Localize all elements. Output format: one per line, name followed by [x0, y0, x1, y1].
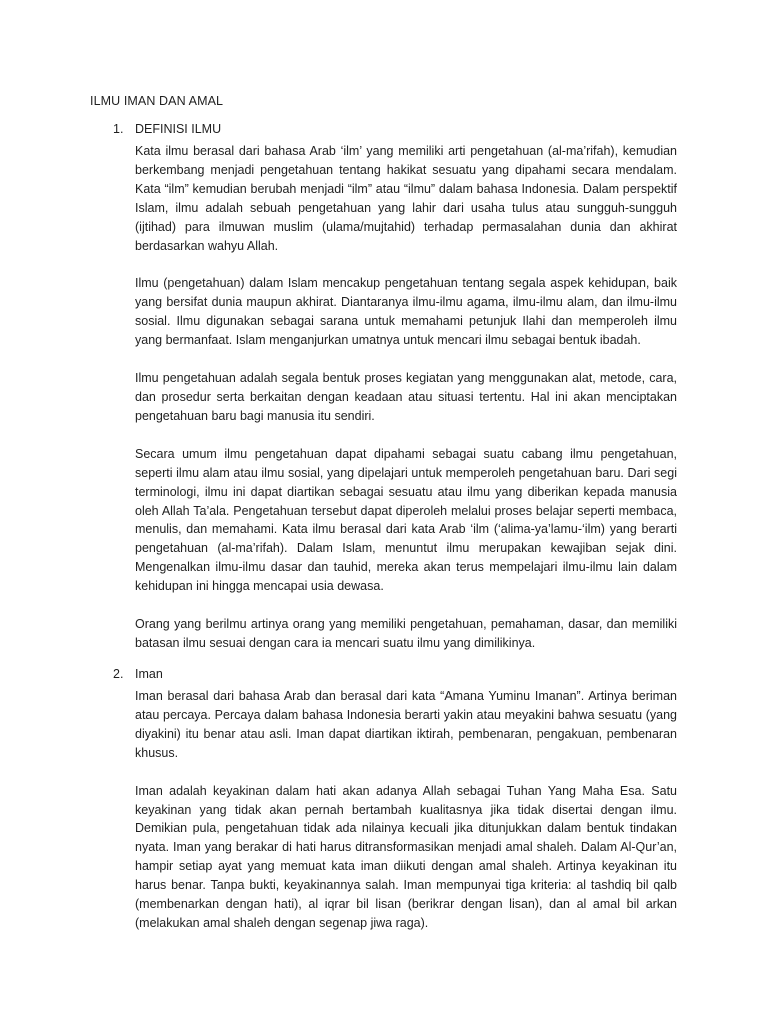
- section-number: 1.: [113, 122, 124, 136]
- section-heading: Iman: [135, 667, 163, 681]
- paragraph: Ilmu (pengetahuan) dalam Islam mencakup pengetahuan tentang segala aspek kehidupan, baik yang bersifat dunia maupun akhirat. Diantaranya ilmu-ilmu agama, ilmu-ilmu alam, dan ilmu-ilmu sosial. Ilmu digunakan sebagai sarana untuk memahami petunjuk Ilahi dan memperoleh ilmu yang bermanfaat. Islam menganjurkan umatnya untuk mencari ilmu sebagai bentuk ibadah.: [135, 276, 677, 348]
- paragraph: Kata ilmu berasal dari bahasa Arab ‘ilm’ yang memiliki arti pengetahuan (al-ma’rifah), kemudian berkembang menjadi pengetahuan tentang hakikat sesuatu yang dipahami secara mendalam. Kata “ilm” kemudian berubah menjadi “ilm” atau “ilmu” dalam bahasa Indonesia. Dalam perspektif Islam, ilmu adalah sebuah pengetahuan yang lahir dari usaha tulus atau sungguh-sungguh (ijtihad) para ilmuwan muslim (ulama/mujtahid) terhadap permasalahan dunia dan akhirat berdasarkan wahyu Allah.: [135, 144, 677, 253]
- section-definisi-ilmu: [90, 122, 680, 653]
- paragraph: Ilmu pengetahuan adalah segala bentuk proses kegiatan yang menggunakan alat, metode, cara, dan prosedur serta berkaitan dengan keadaan atau situasi tertentu. Hal ini akan menciptakan pengetahuan baru bagi manusia itu sendiri.: [135, 371, 677, 423]
- paragraph: Secara umum ilmu pengetahuan dapat dipahami sebagai suatu cabang ilmu pengetahuan, seperti ilmu alam atau ilmu sosial, yang dipelajari untuk memperoleh pengetahuan baru. Dari segi terminologi, ilmu ini dapat diartikan sebagai sesuatu atau ilmu yang diberikan kepada manusia oleh Allah Ta’ala. Pengetahuan tersebut dapat diperoleh melalui proses belajar seperti membaca, menulis, dan memahami. Kata ilmu berasal dari kata Arab ‘ilm (‘alima-ya’lamu-‘ilm) yang berarti pengetahuan (al-ma’rifah). Dalam Islam, menuntut ilmu merupakan kewajiban sejak dini. Mengenalkan ilmu-ilmu dasar dan tauhid, mereka akan terus mempelajari ilmu-ilmu lain dalam kehidupan ini hingga mencapai usia dewasa.: [135, 446, 677, 594]
- section-number: 2.: [113, 667, 124, 681]
- section-header: [90, 667, 680, 687]
- section-heading: DEFINISI ILMU: [135, 122, 222, 136]
- paragraph: Orang yang berilmu artinya orang yang memiliki pengetahuan, pemahaman, dasar, dan memiliki batasan ilmu sesuai dengan cara ia mencari suatu ilmu yang dimilikinya.: [135, 617, 677, 650]
- section-iman: [90, 667, 680, 933]
- section-header: [90, 122, 680, 142]
- paragraph: Iman adalah keyakinan dalam hati akan adanya Allah sebagai Tuhan Yang Maha Esa. Satu keyakinan yang tidak akan pernah bertambah kualitasnya jika tidak disertai dengan ilmu. Demikian pula, pengetahuan tidak ada nilainya kecuali jika ditunjukkan dalam bentuk tindakan nyata. Iman yang berakar di hati harus ditransformasikan menjadi amal shaleh. Dalam Al-Qur’an, hampir setiap ayat yang memuat kata iman diikuti dengan amal shaleh. Artinya keyakinan itu harus benar. Tanpa bukti, keyakinannya salah. Iman mempunyai tiga kriteria: al tashdiq bil qalb (membenarkan dengan hati), al iqrar bil lisan (berikrar dengan lisan), dan al amal bil arkan (melakukan amal shaleh dengan segenap jiwa raga).: [135, 783, 677, 930]
- paragraph: Iman berasal dari bahasa Arab dan berasal dari kata “Amana Yuminu Imanan”. Artinya beriman atau percaya. Percaya dalam bahasa Indonesia berarti yakin atau meyakini bahwa sesuatu (yang diyakini) itu benar atau asli. Iman dapat diartikan iktirah, pembenaran, pengakuan, pembenaran khusus.: [135, 689, 677, 760]
- document-title: ILMU IMAN DAN AMAL: [90, 94, 224, 108]
